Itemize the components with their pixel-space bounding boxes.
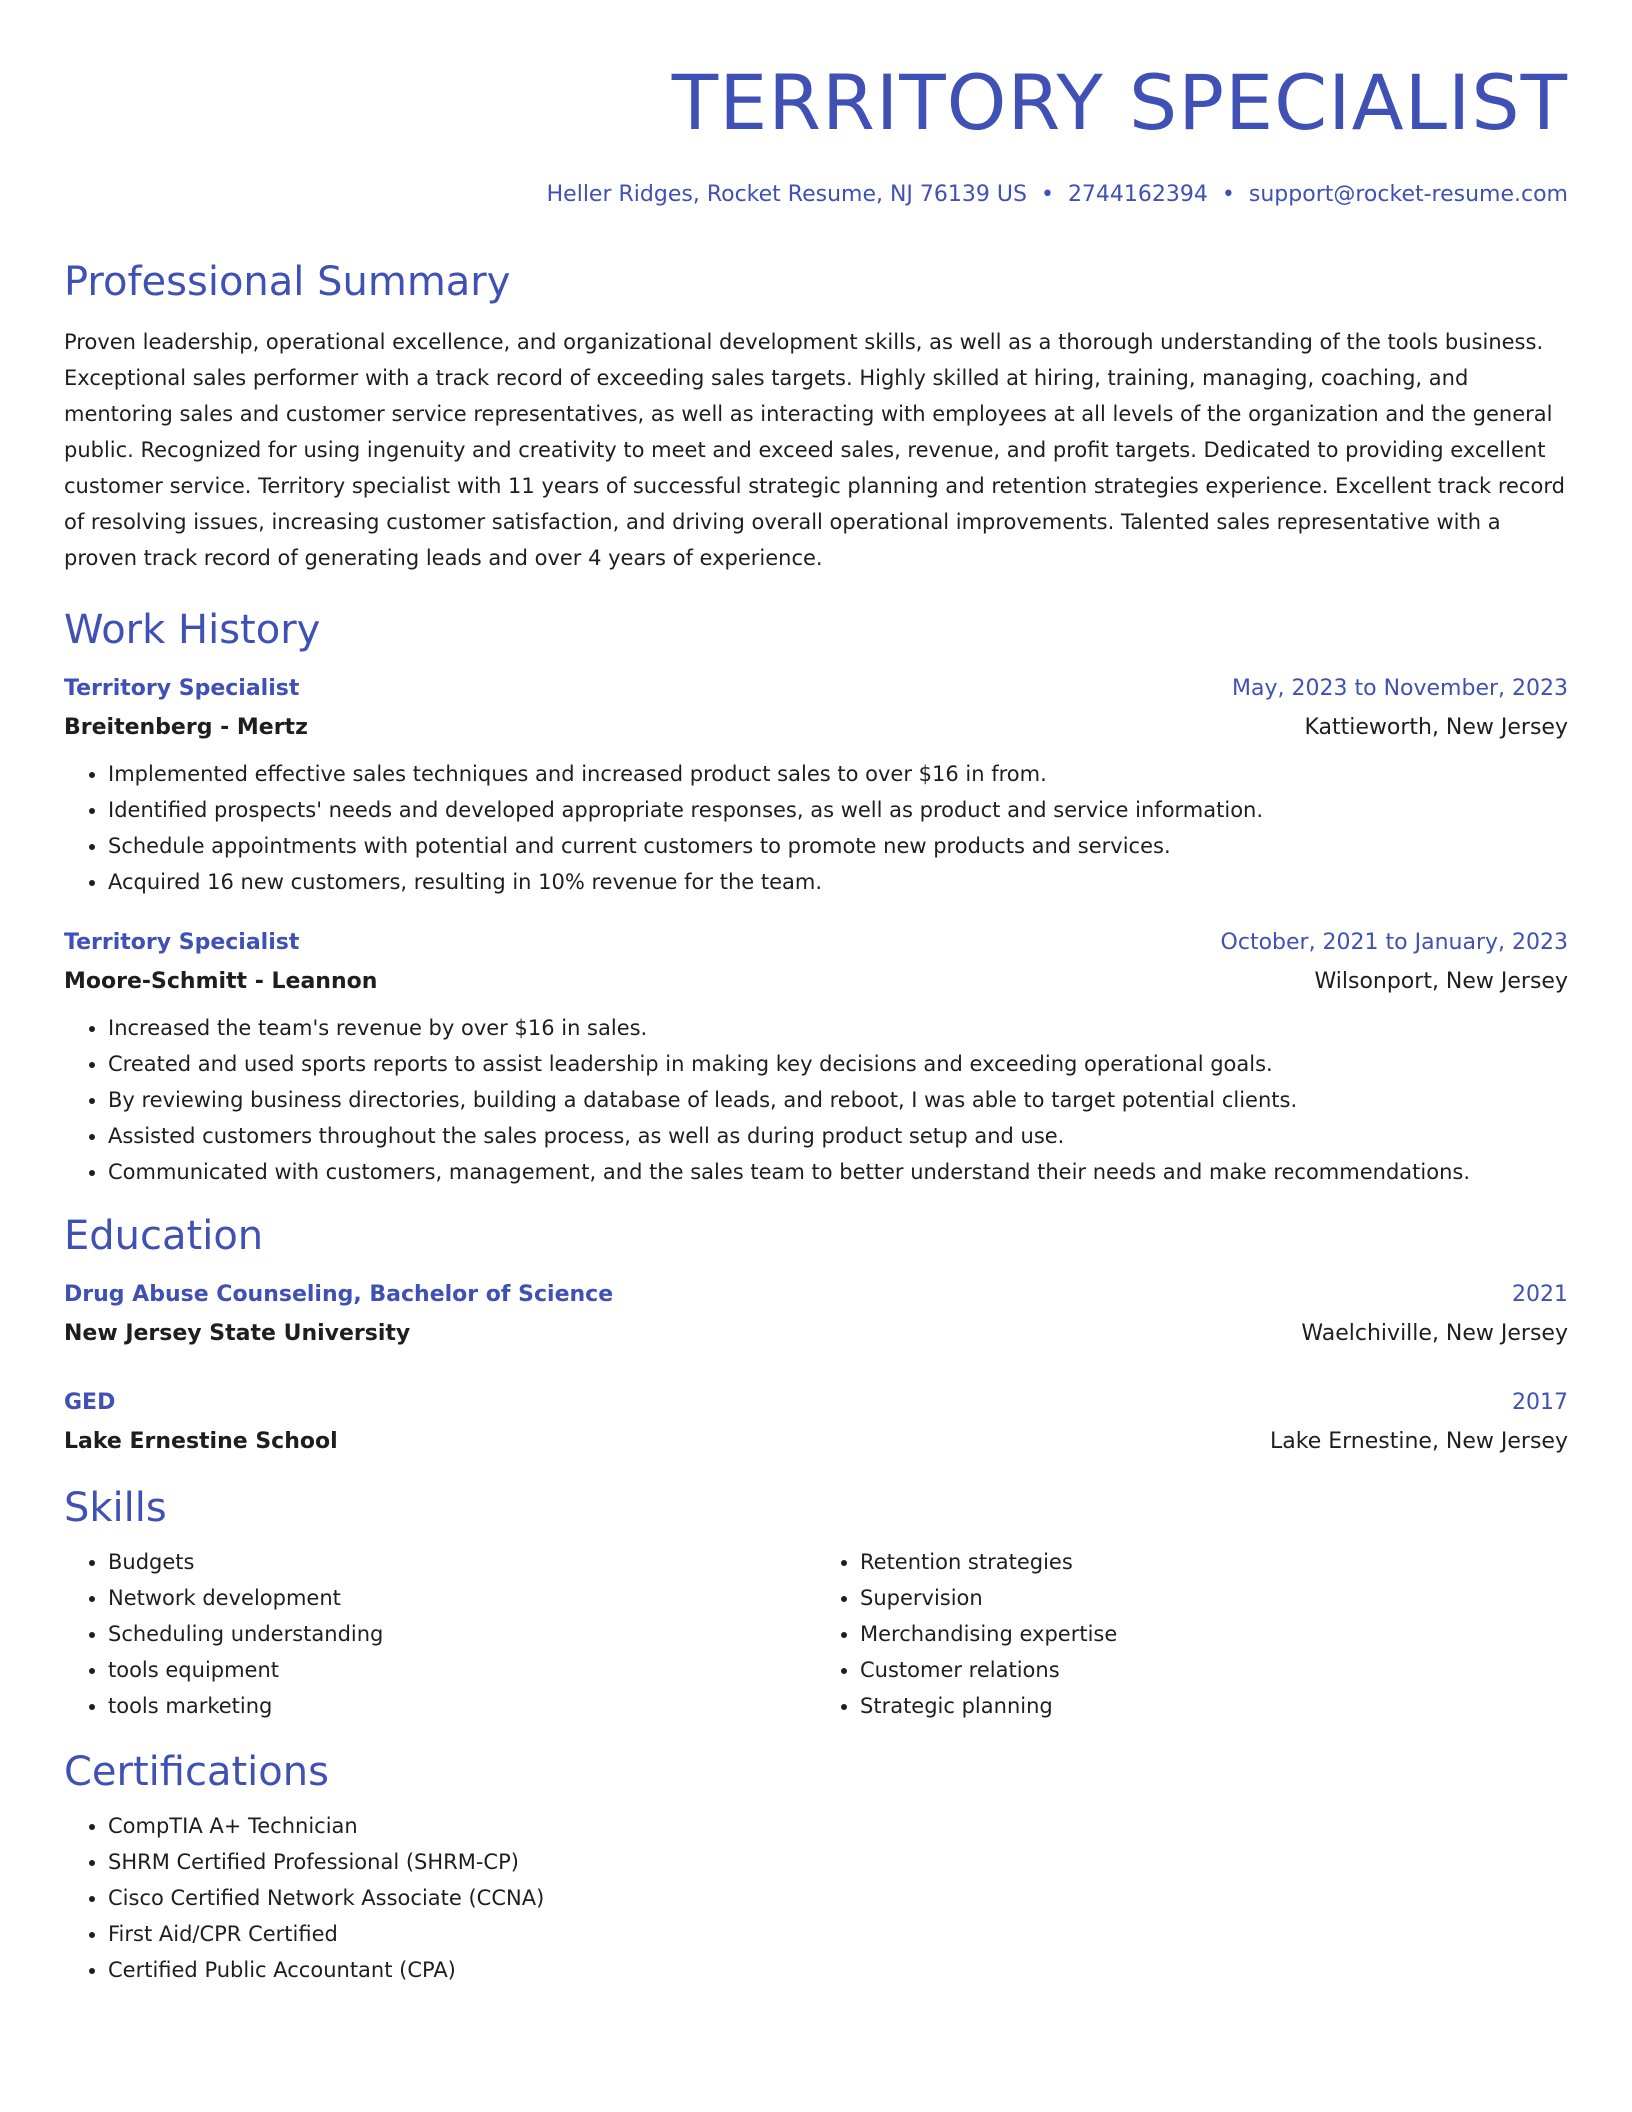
- contact-separator: •: [1040, 182, 1054, 207]
- skill-item: • Scheduling understanding: [108, 1616, 816, 1652]
- job-bullets: [64, 1010, 1568, 1190]
- job-title: Territory Specialist: [64, 676, 300, 701]
- job-bullet: • Assisted customers throughout the sales process, as well as during product setup and use.: [108, 1118, 1568, 1154]
- job-bullet: • Implemented effective sales techniques and increased product sales to over $16 in from.: [108, 756, 1568, 792]
- job-header-row: [64, 924, 1568, 962]
- contact-address: Heller Ridges, Rocket Resume, NJ 76139 US: [546, 182, 1027, 207]
- certification-item: • SHRM Certified Professional (SHRM-CP): [108, 1844, 1568, 1880]
- job-entry: [64, 670, 1568, 900]
- education-year: 2017: [1512, 1390, 1568, 1415]
- summary-text: Proven leadership, operational excellence, and organizational development skills, as well as a thorough understanding of the tools business. Exceptional sales performer with a track record of exceeding sales targets. Highly skilled at hiring, training, managing, coaching, and mentoring sales and customer service representatives, as well as interacting with employees at all levels of the organization and the general public. Recognized for using ingenuity and creativity to meet and exceed sales, revenue, and profit targets. Dedicated to providing excellent customer service. Territory specialist with 11 years of successful strategic planning and retention strategies experience. Excellent track record of resolving issues, increasing customer satisfaction, and driving overall operational improvements. Talented sales representative with a proven track record of generating leads and over 4 years of experience.: [64, 330, 1565, 570]
- work-heading: Work History: [64, 607, 321, 653]
- summary-heading: Professional Summary: [64, 259, 511, 305]
- work-section: [64, 602, 1568, 1190]
- education-location: Waelchiville, New Jersey: [1301, 1321, 1568, 1346]
- job-company-row: [64, 962, 1568, 1002]
- education-entry: [64, 1276, 1568, 1354]
- contact-phone: 2744162394: [1067, 182, 1208, 207]
- job-header-row: [64, 670, 1568, 708]
- education-heading: Education: [64, 1213, 264, 1259]
- education-location: Lake Ernestine, New Jersey: [1270, 1429, 1568, 1454]
- skills-list-left: [64, 1544, 816, 1724]
- certification-item: • Certified Public Accountant (CPA): [108, 1952, 1568, 1988]
- education-degree: GED: [64, 1390, 116, 1415]
- job-company-row: [64, 708, 1568, 748]
- job-bullet: • Increased the team's revenue by over $16 in sales.: [108, 1010, 1568, 1046]
- certification-item: • CompTIA A+ Technician: [108, 1808, 1568, 1844]
- job-bullet: • Communicated with customers, management, and the sales team to better understand their needs and make recommendations.: [108, 1154, 1568, 1190]
- contact-line: [64, 178, 1568, 212]
- job-location: Kattieworth, New Jersey: [1304, 715, 1568, 740]
- skill-item: • Strategic planning: [860, 1688, 1568, 1724]
- education-header-row: [64, 1384, 1568, 1422]
- skills-section: [64, 1480, 1568, 1724]
- job-bullet: • Schedule appointments with potential and current customers to promote new products and services.: [108, 828, 1568, 864]
- job-bullet: • By reviewing business directories, building a database of leads, and reboot, I was able to target potential clients.: [108, 1082, 1568, 1118]
- education-section: [64, 1208, 1568, 1462]
- skill-item: • tools equipment: [108, 1652, 816, 1688]
- summary-section: [64, 254, 1568, 576]
- job-company: Moore-Schmitt - Leannon: [64, 969, 378, 994]
- job-entry: [64, 924, 1568, 1190]
- skill-item: • Merchandising expertise: [860, 1616, 1568, 1652]
- education-school-row: [64, 1422, 1568, 1462]
- job-company: Breitenberg - Mertz: [64, 715, 308, 740]
- skills-list-right: [816, 1544, 1568, 1724]
- job-bullets: [64, 756, 1568, 900]
- job-bullet: • Created and used sports reports to assist leadership in making key decisions and exceeding operational goals.: [108, 1046, 1568, 1082]
- job-dates: May, 2023 to November, 2023: [1232, 676, 1568, 701]
- resume-title: TERRITORY SPECIALIST: [671, 58, 1568, 147]
- skills-heading: Skills: [64, 1485, 167, 1531]
- contact-separator: •: [1221, 182, 1235, 207]
- education-degree: Drug Abuse Counseling, Bachelor of Science: [64, 1282, 614, 1307]
- education-school-row: [64, 1314, 1568, 1354]
- skills-grid: [64, 1536, 1568, 1724]
- education-entry: [64, 1384, 1568, 1462]
- skill-item: • Supervision: [860, 1580, 1568, 1616]
- skill-item: • tools marketing: [108, 1688, 816, 1724]
- job-bullet: • Acquired 16 new customers, resulting in 10% revenue for the team.: [108, 864, 1568, 900]
- job-bullet: • Identified prospects' needs and developed appropriate responses, as well as product and service information.: [108, 792, 1568, 828]
- job-title: Territory Specialist: [64, 930, 300, 955]
- certification-item: • Cisco Certified Network Associate (CCNA): [108, 1880, 1568, 1916]
- education-school: Lake Ernestine School: [64, 1429, 338, 1454]
- job-location: Wilsonport, New Jersey: [1314, 969, 1568, 994]
- education-year: 2021: [1512, 1282, 1568, 1307]
- education-school: New Jersey State University: [64, 1321, 411, 1346]
- skill-item: • Network development: [108, 1580, 816, 1616]
- skill-item: • Retention strategies: [860, 1544, 1568, 1580]
- skill-item: • Budgets: [108, 1544, 816, 1580]
- certification-item: • First Aid/CPR Certified: [108, 1916, 1568, 1952]
- certifications-heading: Certifications: [64, 1749, 329, 1795]
- job-dates: October, 2021 to January, 2023: [1220, 930, 1568, 955]
- certifications-section: [64, 1744, 1568, 1988]
- contact-email: support@rocket-resume.com: [1248, 182, 1568, 207]
- certifications-list: [64, 1808, 1568, 1988]
- skill-item: • Customer relations: [860, 1652, 1568, 1688]
- education-header-row: [64, 1276, 1568, 1314]
